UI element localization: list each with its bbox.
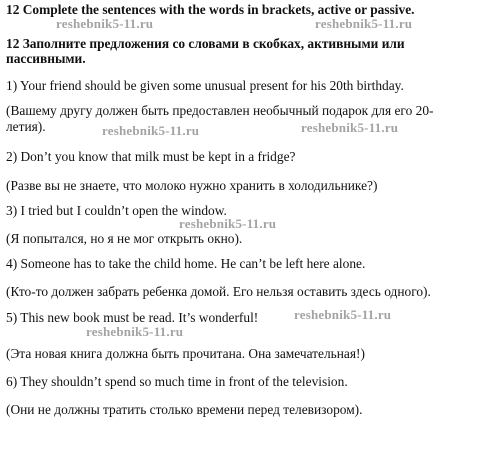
watermark-text: reshebnik5-11.ru: [294, 307, 392, 322]
sentence-5-ru: (Эта новая книга должна быть прочитана. Она замечательная!): [6, 346, 365, 361]
sentence-3-en: 3) I tried but I couldn’t open the window.: [6, 203, 227, 218]
exercise-title-ru-line1: 12 Заполните предложения со словами в скобках, активными или: [6, 36, 405, 51]
sentence-1-ru-line2: летия).: [6, 119, 46, 134]
watermark-text: reshebnik5-11.ru: [102, 123, 200, 138]
watermark-text: reshebnik5-11.ru: [301, 120, 399, 135]
exercise-title-en: 12 Complete the sentences with the words in brackets, active or passive.: [6, 2, 415, 17]
sentence-4-en: 4) Someone has to take the child home. He can’t be left here alone.: [6, 256, 366, 271]
sentence-5-en: 5) This new book must be read. It’s wonderful!: [6, 310, 259, 325]
watermark-text: reshebnik5-11.ru: [56, 16, 154, 31]
sentence-6-en: 6) They shouldn’t spend so much time in front of the television.: [6, 374, 348, 389]
sentence-2-en: 2) Don’t you know that milk must be kept in a fridge?: [6, 149, 296, 164]
watermark-text: reshebnik5-11.ru: [86, 324, 184, 339]
watermark-text: reshebnik5-11.ru: [179, 216, 277, 231]
sentence-6-ru: (Они не должны тратить столько времени перед телевизором).: [6, 402, 363, 417]
sentence-4-ru: (Кто-то должен забрать ребенка домой. Его нельзя оставить здесь одного).: [6, 284, 431, 299]
sentence-1-ru-line1: (Вашему другу должен быть предоставлен необычный подарок для его 20-: [6, 103, 434, 118]
sentence-1-en: 1) Your friend should be given some unusual present for his 20th birthday.: [6, 78, 404, 93]
sentence-2-ru: (Разве вы не знаете, что молоко нужно хранить в холодильнике?): [6, 178, 378, 193]
sentence-3-ru: (Я попытался, но я не мог открыть окно).: [6, 231, 243, 246]
watermark-text: reshebnik5-11.ru: [315, 16, 413, 31]
exercise-title-ru-line2: пассивными.: [6, 51, 86, 66]
